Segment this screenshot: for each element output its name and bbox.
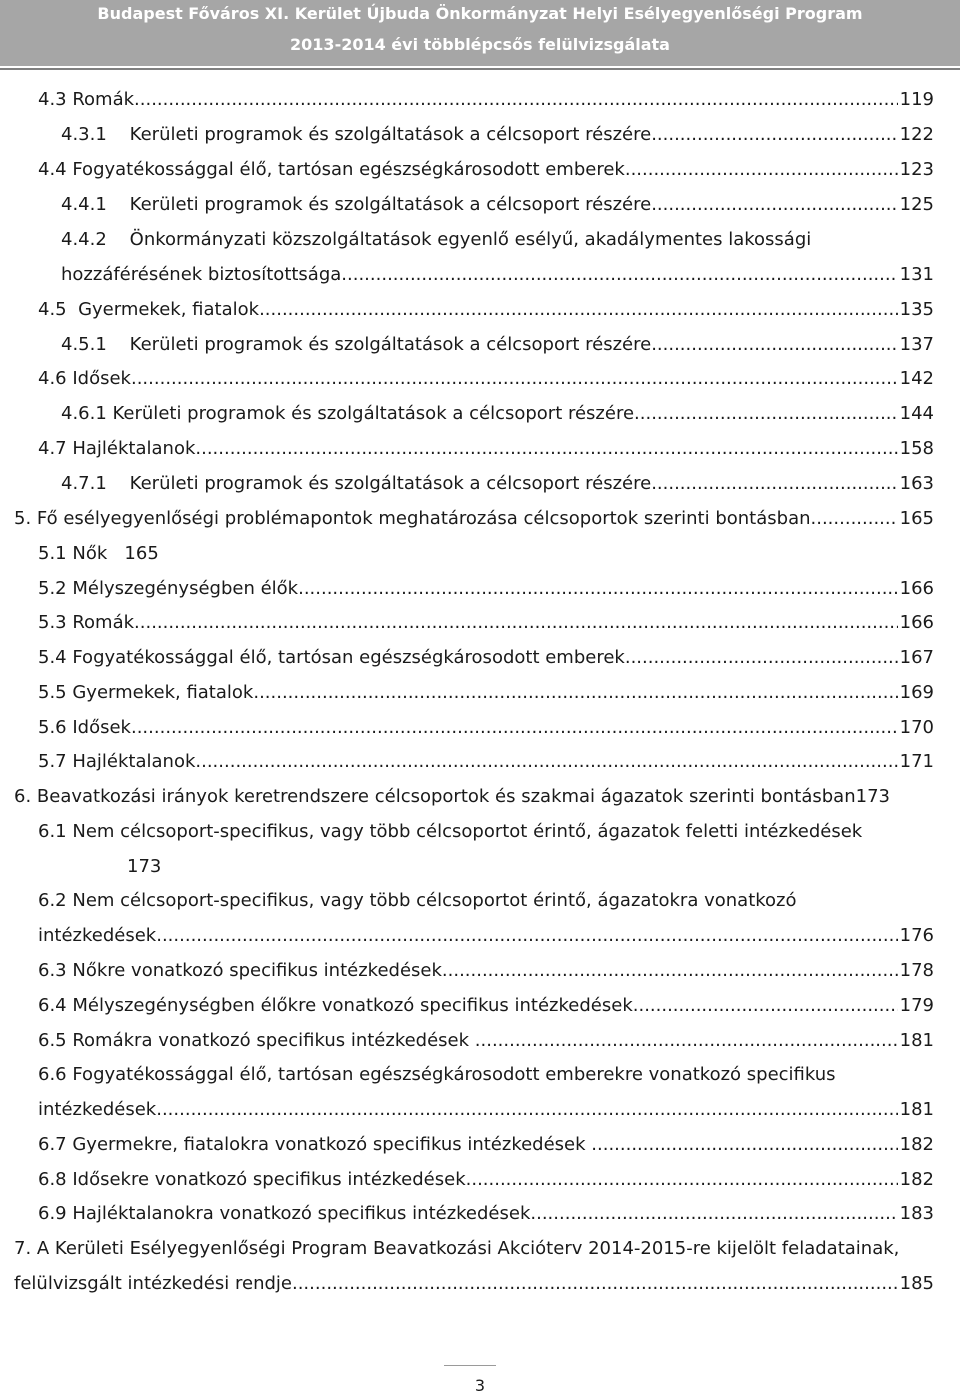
toc-leader bbox=[591, 1128, 897, 1162]
toc-entry[interactable] bbox=[38, 1093, 934, 1127]
toc-entry[interactable] bbox=[38, 989, 934, 1023]
toc-leader bbox=[625, 641, 898, 675]
toc-page bbox=[932, 884, 934, 918]
toc-leader bbox=[131, 362, 898, 396]
toc-leader bbox=[797, 884, 932, 918]
toc-leader bbox=[633, 989, 898, 1023]
toc-entry-text: 4.6 Idősek bbox=[38, 368, 131, 389]
toc-entry-text: intézkedések bbox=[38, 1099, 157, 1120]
toc-page: 163 bbox=[899, 473, 934, 494]
toc-page: 181 bbox=[899, 1099, 934, 1120]
toc-entry[interactable] bbox=[61, 188, 934, 222]
toc-page: 181 bbox=[899, 1030, 934, 1051]
toc-entry[interactable] bbox=[38, 432, 934, 466]
toc-page: 137 bbox=[899, 334, 934, 355]
toc-leader bbox=[253, 676, 897, 710]
toc-leader bbox=[899, 1232, 956, 1266]
toc-entry[interactable] bbox=[38, 293, 934, 327]
toc-leader bbox=[890, 780, 952, 814]
toc-entry[interactable] bbox=[38, 884, 934, 918]
toc-page: 179 bbox=[899, 995, 934, 1016]
toc-entry-text: 6.5 Romákra vonatkozó specifikus intézkedések bbox=[38, 1030, 475, 1051]
toc-leader bbox=[292, 1267, 898, 1301]
page-number: 3 bbox=[474, 1376, 486, 1395]
toc-entry[interactable] bbox=[38, 1128, 934, 1162]
toc-page: 176 bbox=[899, 925, 934, 946]
toc-entry[interactable] bbox=[14, 1232, 958, 1266]
toc-entry-text: 4.7 Hajléktalanok bbox=[38, 438, 196, 459]
toc-entry[interactable] bbox=[38, 1024, 934, 1058]
toc-page: 119 bbox=[899, 89, 934, 110]
toc-page: 131 bbox=[899, 264, 934, 285]
toc-entry[interactable] bbox=[61, 467, 934, 501]
toc-page: 123 bbox=[899, 159, 934, 180]
toc-page bbox=[932, 1058, 934, 1092]
toc-entry[interactable] bbox=[14, 780, 954, 814]
toc-entry-text: 7. A Kerületi Esélyegyenlőségi Program Beavatkozási Akcióterv 2014-2015-re kijelölt feladatainak, bbox=[14, 1238, 900, 1259]
toc-entry[interactable] bbox=[127, 850, 327, 884]
toc-leader bbox=[156, 919, 897, 953]
toc-page: 166 bbox=[899, 578, 934, 599]
toc-entry-text: 6.9 Hajléktalanokra vonatkozó specifikus intézkedések bbox=[38, 1203, 531, 1224]
toc-entry[interactable] bbox=[14, 502, 934, 536]
toc-page: 182 bbox=[899, 1134, 934, 1155]
toc-entry-text: 5.4 Fogyatékossággal élő, tartósan egészségkárosodott emberek bbox=[38, 647, 625, 668]
toc-entry-text: 6.4 Mélyszegénységben élőkre vonatkozó specifikus intézkedések bbox=[38, 995, 633, 1016]
toc-page: 178 bbox=[899, 960, 934, 981]
toc-leader bbox=[195, 745, 897, 779]
toc-entry-text: hozzáférésének biztosítottsága bbox=[61, 264, 342, 285]
toc-entry[interactable] bbox=[38, 1197, 934, 1231]
toc-leader bbox=[862, 815, 932, 849]
toc-leader bbox=[259, 293, 898, 327]
toc-page bbox=[956, 1232, 958, 1266]
toc-entry[interactable] bbox=[38, 572, 934, 606]
toc-entry-text: 4.5 Gyermekek, fiatalok bbox=[38, 299, 260, 320]
toc-page: 144 bbox=[899, 403, 934, 424]
toc-entry-text: 6.6 Fogyatékossággal élő, tartósan egészségkárosodott emberekre vonatkozó specifikus bbox=[38, 1064, 836, 1085]
toc-page: 158 bbox=[899, 438, 934, 459]
toc-page: 167 bbox=[899, 647, 934, 668]
toc-entry[interactable] bbox=[38, 1163, 934, 1197]
toc-page: 183 bbox=[899, 1203, 934, 1224]
toc-entry-text: 4.3.1 Kerületi programok és szolgáltatások a célcsoport részére bbox=[61, 124, 652, 145]
toc-page: 142 bbox=[899, 368, 934, 389]
toc-entry[interactable] bbox=[38, 954, 934, 988]
toc-leader bbox=[195, 432, 897, 466]
toc-entry-text: 5.2 Mélyszegénységben élők bbox=[38, 578, 299, 599]
toc-leader bbox=[134, 83, 898, 117]
toc-entry-text: 6.1 Nem célcsoport-specifikus, vagy több célcsoportot érintő, ágazatok feletti intézkedések bbox=[38, 821, 863, 842]
toc-entry-text: 5.5 Gyermekek, fiatalok bbox=[38, 682, 254, 703]
toc-leader bbox=[156, 1093, 897, 1127]
toc-entry[interactable] bbox=[61, 118, 934, 152]
toc-entry[interactable] bbox=[38, 711, 934, 745]
toc-entry[interactable] bbox=[38, 676, 934, 710]
toc-leader bbox=[134, 606, 898, 640]
toc-entry[interactable] bbox=[38, 153, 934, 187]
toc-page: 169 bbox=[899, 682, 934, 703]
toc-entry-text: 5. Fő esélyegyenlőségi problémapontok meghatározása célcsoportok szerinti bontásban bbox=[14, 508, 811, 529]
toc-leader bbox=[634, 397, 898, 431]
toc-leader bbox=[651, 467, 897, 501]
toc-entry-text: 6.8 Idősekre vonatkozó specifikus intézkedések bbox=[38, 1169, 466, 1190]
toc-leader bbox=[811, 223, 932, 257]
toc-entry-text: 6.7 Gyermekre, fiatalokra vonatkozó specifikus intézkedések bbox=[38, 1134, 592, 1155]
toc-entry[interactable] bbox=[61, 328, 934, 362]
toc-entry[interactable] bbox=[38, 745, 934, 779]
toc-page bbox=[932, 815, 934, 849]
toc-entry[interactable] bbox=[38, 362, 934, 396]
header-title: Budapest Főváros XI. Kerület Újbuda Önkormányzat Helyi Esélyegyenlőségi Program bbox=[97, 4, 863, 23]
toc-page: 125 bbox=[899, 194, 934, 215]
toc-page bbox=[325, 850, 327, 884]
toc-leader bbox=[651, 328, 897, 362]
toc-leader bbox=[298, 572, 898, 606]
toc-entry[interactable] bbox=[38, 606, 934, 640]
toc-entry[interactable] bbox=[38, 641, 934, 675]
toc-page: 182 bbox=[899, 1169, 934, 1190]
toc-leader bbox=[625, 153, 898, 187]
toc-entry[interactable] bbox=[38, 919, 934, 953]
toc-entry[interactable] bbox=[38, 83, 934, 117]
toc-leader bbox=[475, 1024, 898, 1058]
toc-page: 171 bbox=[899, 751, 934, 772]
toc-entry-text: 4.3 Romák bbox=[38, 89, 135, 110]
toc-entry[interactable] bbox=[38, 815, 934, 849]
toc-leader bbox=[651, 188, 897, 222]
toc-entry-text: 6.3 Nőkre vonatkozó specifikus intézkedések bbox=[38, 960, 442, 981]
toc-entry-text: 4.4.1 Kerületi programok és szolgáltatások a célcsoport részére bbox=[61, 194, 652, 215]
toc-entry-text: 5.1 Nők 165 bbox=[38, 543, 159, 564]
toc-entry-text: 4.5.1 Kerületi programok és szolgáltatások a célcsoport részére bbox=[61, 334, 652, 355]
toc-page bbox=[932, 223, 934, 257]
toc-entry[interactable] bbox=[14, 1267, 934, 1301]
toc-leader bbox=[341, 258, 897, 292]
toc-entry-text: 4.6.1 Kerületi programok és szolgáltatások a célcsoport részére bbox=[61, 403, 635, 424]
toc-leader bbox=[161, 850, 325, 884]
toc-page: 166 bbox=[899, 612, 934, 633]
toc-entry[interactable] bbox=[61, 223, 934, 257]
toc-leader bbox=[811, 502, 898, 536]
toc-page: 122 bbox=[899, 124, 934, 145]
toc-leader bbox=[651, 118, 897, 152]
toc-entry-text: 4.4.2 Önkormányzati közszolgáltatások egyenlő esélyű, akadálymentes lakossági bbox=[61, 229, 812, 250]
toc-entry-text: 6. Beavatkozási irányok keretrendszere célcsoportok és szakmai ágazatok szerinti bontásban173 bbox=[14, 786, 890, 807]
toc-leader bbox=[530, 1197, 897, 1231]
toc-page bbox=[932, 537, 934, 571]
toc-entry[interactable] bbox=[61, 397, 934, 431]
toc-page: 185 bbox=[899, 1273, 934, 1294]
toc-leader bbox=[131, 711, 898, 745]
toc-page: 165 bbox=[899, 508, 934, 529]
toc-leader bbox=[836, 1058, 932, 1092]
toc-entry[interactable] bbox=[38, 1058, 934, 1092]
toc-entry-text: 5.7 Hajléktalanok bbox=[38, 751, 196, 772]
toc-leader bbox=[159, 537, 932, 571]
toc-page bbox=[952, 780, 954, 814]
header-subtitle: 2013-2014 évi többlépcsős felülvizsgálata bbox=[290, 35, 670, 54]
toc-entry-text: 4.7.1 Kerületi programok és szolgáltatások a célcsoport részére bbox=[61, 473, 652, 494]
toc-entry-text: 173 bbox=[127, 856, 162, 877]
toc-entry-text: 6.2 Nem célcsoport-specifikus, vagy több célcsoportot érintő, ágazatokra vonatkozó bbox=[38, 890, 797, 911]
toc-entry-text: felülvizsgált intézkedési rendje bbox=[14, 1273, 292, 1294]
toc-entry[interactable] bbox=[61, 258, 934, 292]
toc-entry-text: 5.6 Idősek bbox=[38, 717, 131, 738]
toc-entry-text: intézkedések bbox=[38, 925, 157, 946]
toc-page: 135 bbox=[899, 299, 934, 320]
toc-entry-text: 5.3 Romák bbox=[38, 612, 135, 633]
toc-leader bbox=[466, 1163, 898, 1197]
toc-entry[interactable] bbox=[38, 537, 934, 571]
toc-leader bbox=[442, 954, 898, 988]
footer-rule bbox=[444, 1365, 496, 1366]
toc-page: 170 bbox=[899, 717, 934, 738]
toc-entry-text: 4.4 Fogyatékossággal élő, tartósan egészségkárosodott emberek bbox=[38, 159, 625, 180]
